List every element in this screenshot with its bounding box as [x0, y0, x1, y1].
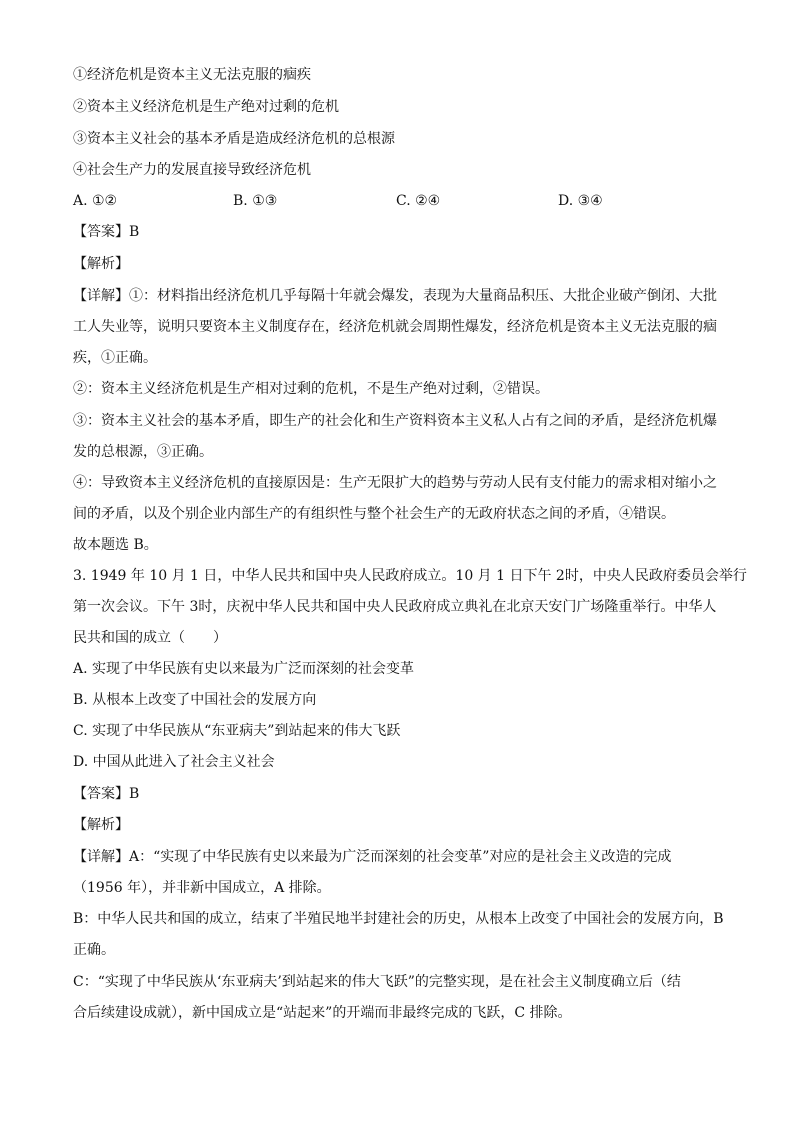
- answer-label: 【答案】B: [73, 786, 140, 802]
- question-stem: 3. 1949 年 10 月 1 日，中华人民共和国中央人民政府成立。10 月 1 日下午 2时，中央人民政府委员会举行: [73, 568, 747, 584]
- detail-line: ②：资本主义经济危机是生产相对过剩的危机，不是生产绝对过剩，②错误。: [73, 381, 549, 397]
- analysis-label: 【解析】: [73, 256, 129, 272]
- question-stem: 民共和国的成立（ ）: [73, 630, 227, 646]
- detail-line: C：“实现了中华民族从‘东亚病夫’到站起来的伟大飞跃”的完整实现，是在社会主义制度确立后（结: [73, 974, 681, 990]
- detail-line: 合后续建设成就），新中国成立是“站起来”的开端而非最终完成的飞跃，C 排除。: [73, 1005, 572, 1021]
- detail-line: 故本题选 B。: [73, 537, 158, 553]
- statement-3: ③资本主义社会的基本矛盾是造成经济危机的总根源: [73, 131, 395, 147]
- detail-line: 【详解】①：材料指出经济危机几乎每隔十年就会爆发，表现为大量商品积压、大批企业破产倒闭、大批: [73, 288, 717, 304]
- detail-line: 正确。: [73, 942, 115, 958]
- detail-line: 【详解】A：“实现了中华民族有史以来最为广泛而深刻的社会变革”对应的是社会主义改造的完成: [73, 849, 672, 865]
- question-stem: 第一次会议。下午 3时，庆祝中华人民共和国中央人民政府成立典礼在北京天安门广场隆重举行。中华人: [73, 599, 717, 615]
- option-b: B. ①③: [233, 193, 278, 209]
- statement-4: ④社会生产力的发展直接导致经济危机: [73, 162, 311, 178]
- option-b: B. 从根本上改变了中国社会的发展方向: [73, 692, 317, 708]
- option-d: D. 中国从此进入了社会主义社会: [73, 754, 275, 770]
- detail-line: （1956 年），并非新中国成立，A 排除。: [73, 880, 331, 896]
- option-c: C. 实现了中华民族从“东亚病夫”到站起来的伟大飞跃: [73, 723, 401, 739]
- detail-line: ③：资本主义社会的基本矛盾，即生产的社会化和生产资料资本主义私人占有之间的矛盾，是经济危机爆: [73, 413, 717, 429]
- detail-line: B：中华人民共和国的成立，结束了半殖民地半封建社会的历史，从根本上改变了中国社会的发展方向，B: [73, 911, 724, 927]
- option-a: A. ①②: [73, 193, 118, 209]
- option-a: A. 实现了中华民族有史以来最为广泛而深刻的社会变革: [73, 661, 415, 677]
- detail-line: 发的总根源，③正确。: [73, 444, 213, 460]
- statement-1: ①经济危机是资本主义无法克服的痼疾: [73, 67, 311, 83]
- option-c: C. ②④: [396, 193, 441, 209]
- answer-label: 【答案】B: [73, 224, 140, 240]
- analysis-label: 【解析】: [73, 817, 129, 833]
- option-d: D. ③④: [558, 193, 603, 209]
- detail-line: 工人失业等，说明只要资本主义制度存在，经济危机就会周期性爆发，经济危机是资本主义无法克服的痼: [73, 319, 717, 335]
- detail-line: 疾，①正确。: [73, 350, 157, 366]
- detail-line: ④：导致资本主义经济危机的直接原因是：生产无限扩大的趋势与劳动人民有支付能力的需求相对缩小之: [73, 475, 717, 491]
- statement-2: ②资本主义经济危机是生产绝对过剩的危机: [73, 99, 339, 115]
- detail-line: 间的矛盾，以及个别企业内部生产的有组织性与整个社会生产的无政府状态之间的矛盾，④错误。: [73, 506, 675, 522]
